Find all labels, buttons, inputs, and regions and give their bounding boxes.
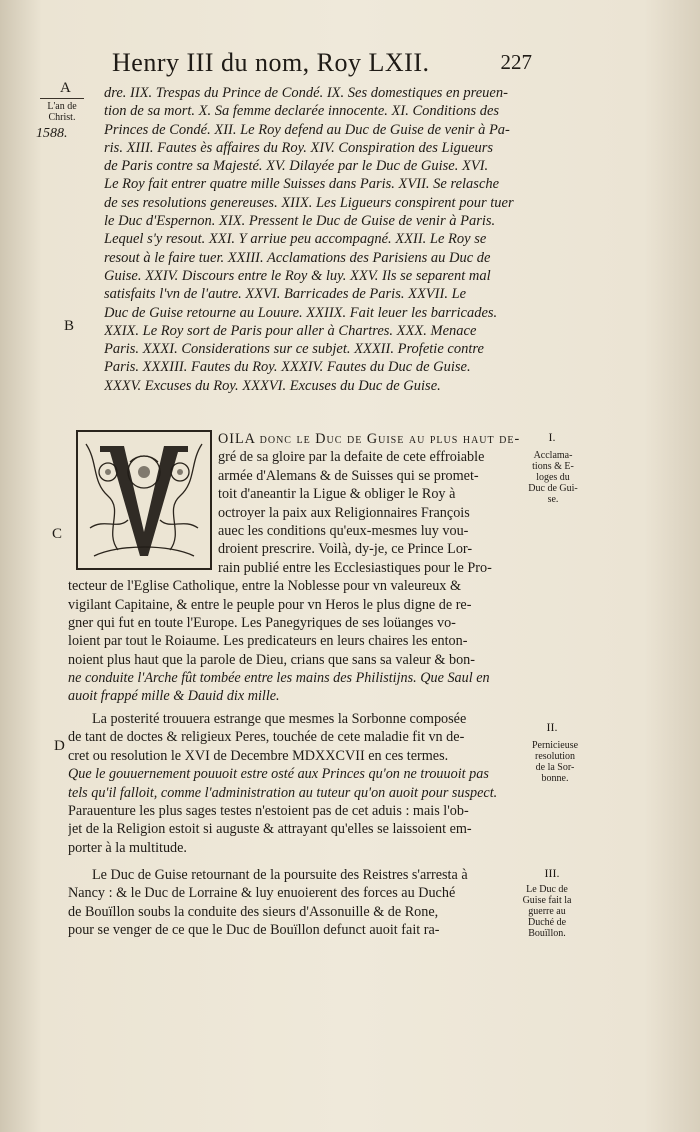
margin-note-line: Duc de Gui- (528, 483, 578, 494)
text-line: Nancy : & le Duc de Lorraine & luy enuoierent des forces au Duché (68, 885, 456, 902)
margin-note-line: Le Duc de (526, 884, 568, 895)
summary-line: Lequel s'y resout. XXI. Y arriue peu accompagné. XXII. Le Roy se (104, 231, 487, 248)
summary-line: XXXV. Excuses du Roy. XXXVI. Excuses du Duc de Guise. (104, 377, 441, 394)
text-line: noient plus haut que la parole de Dieu, crians que sans sa valeur & bon- (68, 651, 475, 668)
margin-note-line: tions & E- (532, 461, 574, 472)
section-number-3: III. (544, 866, 560, 880)
paragraph-1 (68, 430, 524, 706)
summary-line: de ses resolutions genereuses. XIIX. Les Ligueurs conspirent pour tuer (104, 194, 514, 211)
margin-note-line: Guise fait la (522, 895, 572, 906)
margin-note-1 (520, 450, 586, 505)
chapter-summary (104, 84, 524, 395)
text-line: La posterité trouuera estrange que mesmes la Sorbonne composée (92, 711, 467, 727)
margin-letter-a: A (60, 80, 71, 96)
margin-note-line: Acclama- (533, 450, 573, 461)
summary-line: le Duc d'Espernon. XIX. Pressent le Duc de Guise de venir à Paris. (104, 213, 496, 230)
margin-note-line: guerre au (528, 906, 566, 917)
year-label-line: L'an de (47, 101, 77, 112)
margin-note-2 (520, 740, 590, 784)
margin-note-line: Bouïllon. (528, 928, 566, 939)
summary-line: Paris. XXXIII. Fautes du Roy. XXXIV. Fautes du Duc de Guise. (104, 359, 471, 376)
text-line: porter à la multitude. (68, 839, 187, 856)
text-line: jet de la Religion estoit si auguste & attrayant qu'elles se laissoient em- (68, 821, 472, 838)
page-number: 227 (500, 50, 532, 74)
margin-note-line: resolution (535, 751, 575, 762)
text-line: cret ou resolution le XVI de Decembre MDXXCVII en ces termes. (68, 747, 449, 764)
text-line: toit d'aneantir la Ligue & obliger le Roy à (218, 486, 456, 503)
summary-line: Duc de Guise retourne au Louure. XXIIX. Fait leuer les barricades. (104, 304, 498, 321)
summary-line: Le Roy fait entrer quatre mille Suisses dans Paris. XVII. Se relasche (104, 176, 500, 193)
text-line: gré de sa gloire par la defaite de cete effroiable (218, 449, 485, 466)
summary-line: resout à le faire tuer. XXIII. Acclamations des Parisiens au Duc de (104, 249, 491, 266)
text-line: auec les conditions qu'eux-mesmes luy vou- (218, 522, 469, 539)
text-line: ne conduite l'Arche fût tombée entre les mains des Philistijns. Que Saul en (68, 670, 490, 687)
text-line: octroyer la paix aux Religionnaires François (218, 504, 470, 521)
margin-note-line: Duché de (527, 917, 567, 928)
margin-note-line: loges du (536, 472, 570, 483)
paragraph-3 (68, 866, 524, 940)
text-line: de tant de doctes & religieux Peres, touchée de cete maladie fit vn de- (68, 729, 465, 746)
margin-letter-d: D (54, 738, 65, 754)
text-line: auoit frappé mille & Dauid dix mille. (68, 688, 280, 705)
text-line: de Bouïllon soubs la conduite des sieurs d'Assonuille & de Rone, (68, 903, 439, 920)
text-line: gner qui fut en toute l'Europe. Les Panegyriques de ses loüanges vo- (68, 614, 456, 631)
paragraph-2 (68, 710, 524, 857)
summary-line: tion de sa mort. X. Sa femme declarée innocente. XI. Conditions des (104, 103, 500, 120)
year-label-line: Christ. (48, 112, 76, 123)
margin-letter-c: C (52, 526, 63, 542)
text-line: rain publié entre les Ecclesiastiques pour le Pro- (218, 559, 492, 576)
section-number-2: II. (546, 720, 558, 734)
summary-line: Paris. XXXI. Considerations sur ce subjet. XXXII. Profetie contre (104, 341, 484, 358)
margin-year-note (40, 98, 84, 123)
summary-line: dre. IIX. Trespas du Prince de Condé. IX. Ses domestiques en preuen- (104, 85, 508, 101)
running-header (112, 48, 532, 80)
summary-line: Guise. XXIV. Discours entre le Roy & luy. XXV. Ils se separent mal (104, 267, 491, 284)
margin-note-line: bonne. (541, 773, 569, 784)
text-line: pour se venger de ce que le Duc de Bouïllon defunct auoit fait ra- (68, 922, 440, 939)
margin-note-3 (516, 884, 578, 939)
margin-note-line: de la Sor- (535, 762, 575, 773)
summary-line: de Paris contre sa Majesté. XV. Dilayée par le Duc de Guise. XVI. (104, 158, 489, 175)
summary-line: satisfaits l'vn de l'autre. XXVI. Barricades de Paris. XXVII. Le (104, 286, 467, 303)
margin-year: 1588. (36, 126, 68, 141)
section-number-1: I. (548, 430, 556, 444)
summary-line: Princes de Condé. XII. Le Roy defend au Duc de Guise de venir à Pa- (104, 121, 510, 138)
text-line: Le Duc de Guise retournant de la poursuite des Reistres s'arresta à (92, 867, 468, 883)
margin-note-line: Pernicieuse (531, 740, 579, 751)
text-line (68, 430, 524, 448)
margin-note-line: se. (547, 494, 559, 505)
text-line-content: OILA donc le Duc de Guise au plus haut de- (218, 431, 521, 447)
page-title: Henry III du nom, Roy LXII. (112, 48, 430, 77)
text-line: droient prescrire. Voilà, dy-je, ce Prince Lor- (218, 541, 473, 558)
text-line: Parauenture les plus sages testes n'estoient pas de cet aduis : mais l'ob- (68, 802, 469, 819)
text-line: loient par tout le Roiaume. Les predicateurs en leurs chaires les enton- (68, 633, 468, 650)
text-line: armée d'Alemans & de Suisses qui se promet- (218, 467, 479, 484)
text-line: vigilant Capitaine, & entre le peuple pour vn Heros le plus digne de re- (68, 596, 472, 613)
text-line: tecteur de l'Eglise Catholique, entre la Noblesse pour vn valeureux & (68, 578, 461, 595)
margin-letter-b: B (64, 318, 75, 334)
text-line: Que le gouuernement pouuoit estre osté aux Princes qu'on ne trouuoit pas (68, 766, 489, 783)
summary-line: XXIX. Le Roy sort de Paris pour aller à Chartres. XXX. Menace (104, 322, 477, 339)
summary-line: ris. XIII. Fautes ès affaires du Roy. XIV. Conspiration des Ligueurs (104, 139, 494, 156)
text-line: tels qu'il falloit, comme l'administration au tuteur qu'on auoit pour suspect. (68, 784, 498, 801)
